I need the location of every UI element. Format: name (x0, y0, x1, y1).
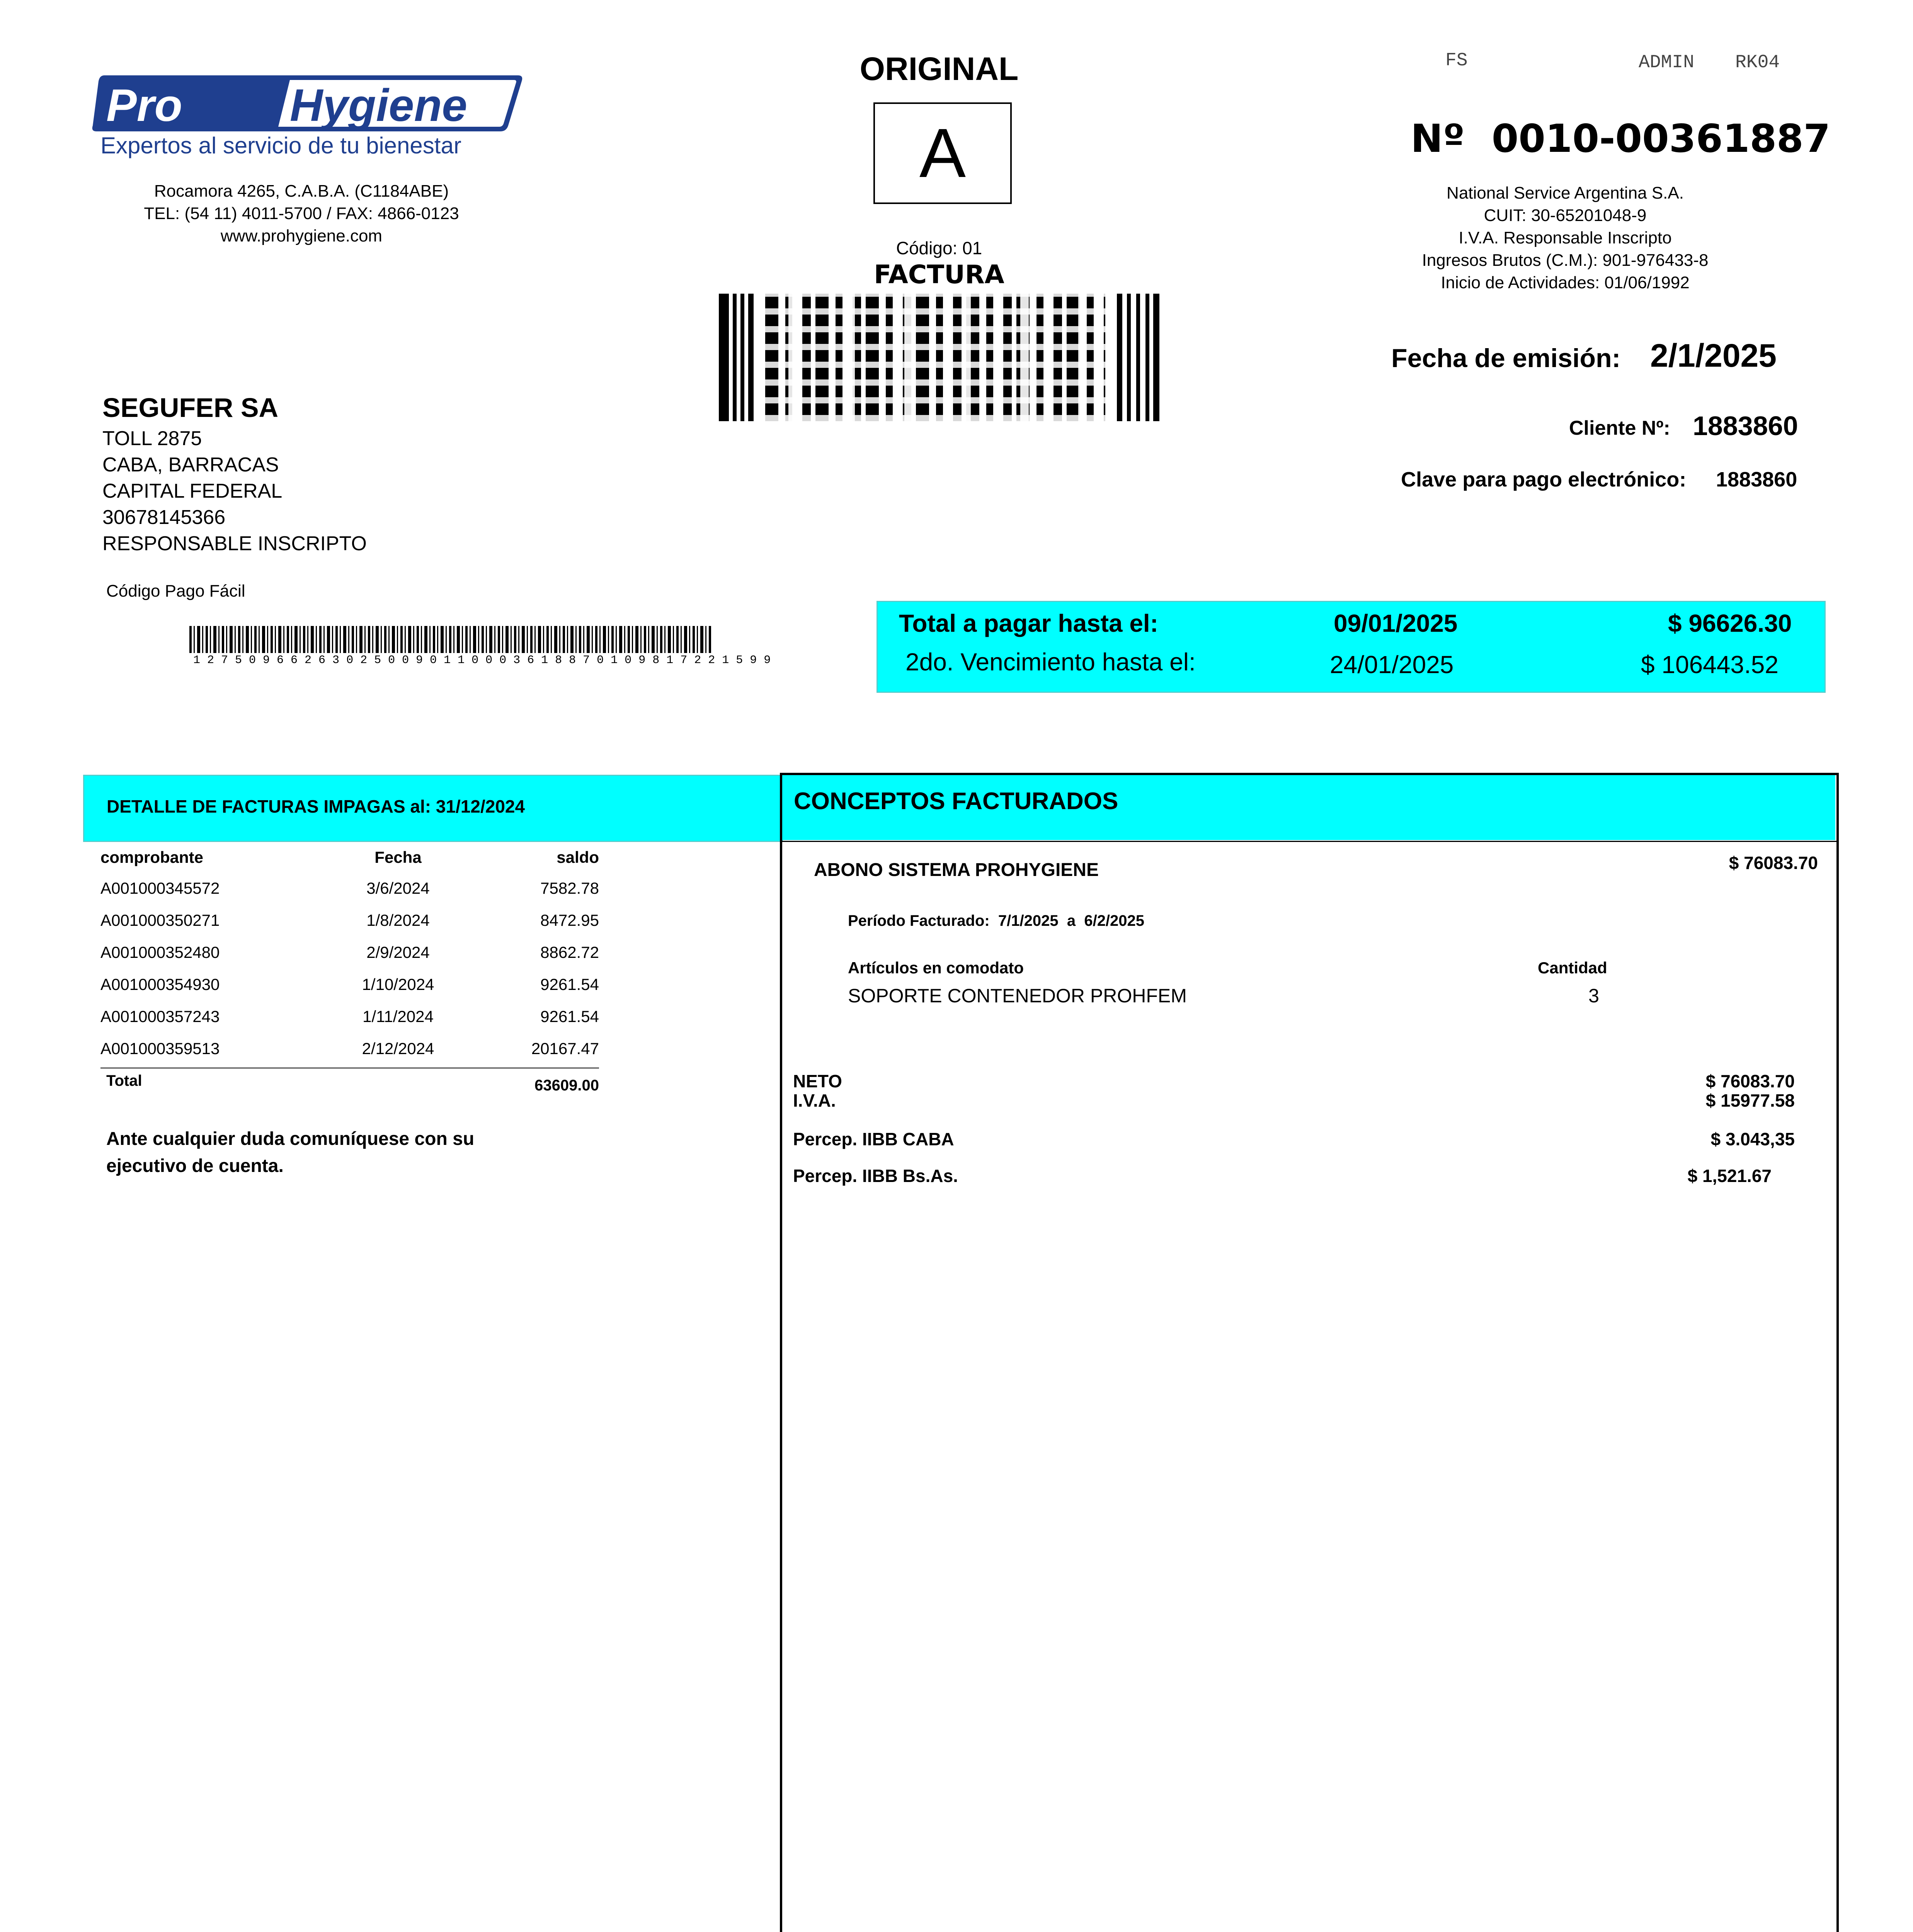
fecha-cell: 1/10/2024 (362, 975, 434, 993)
customer-street: TOLL 2875 (102, 427, 202, 450)
unpaid-total-label: Total (106, 1072, 142, 1089)
epay-key: 1883860 (1716, 468, 1797, 491)
fecha-cell: 3/6/2024 (366, 879, 430, 897)
customer-province: CAPITAL FEDERAL (102, 480, 283, 502)
issue-date: 2/1/2025 (1650, 337, 1777, 374)
concepts-header (782, 775, 1835, 840)
issuer-iibb: Ingresos Brutos (C.M.): 901-976433-8 (1422, 251, 1709, 270)
contact-note-line1: Ante cualquier duda comuníquese con su (106, 1129, 475, 1149)
neto-label: NETO (793, 1071, 842, 1091)
svg-text:Hygiene: Hygiene (290, 80, 468, 131)
saldo-cell: 7582.78 (540, 879, 599, 897)
company-phone: TEL: (54 11) 4011-5700 / FAX: 4866-0123 (144, 204, 459, 223)
comprobante-cell: A001000345572 (100, 879, 220, 897)
customer-tax-status: RESPONSABLE INSCRIPTO (102, 532, 367, 555)
payment-box (877, 601, 1826, 693)
concepts-title: CONCEPTOS FACTURADOS (794, 788, 1118, 815)
article-quantity: 3 (1588, 985, 1599, 1007)
due2-label: 2do. Vencimiento hasta el: (905, 648, 1196, 676)
due2-amount: $ 106443.52 (1641, 651, 1779, 679)
code-admin: ADMIN (1639, 52, 1695, 73)
customer-name: SEGUFER SA (102, 393, 279, 423)
neto-value: $ 76083.70 (1705, 1071, 1795, 1091)
table-row (100, 879, 599, 902)
document-type: FACTURA (874, 260, 1004, 289)
issuer-name: National Service Argentina S.A. (1447, 184, 1684, 202)
perc-ba-value: $ 1,521.67 (1687, 1166, 1772, 1186)
client-number-label: Cliente Nº: (1569, 417, 1670, 439)
pago-facil-digits: 1 2 7 5 0 9 6 6 2 6 3 0 2 5 0 0 9 0 1 1 0 0 0 3 6 1 8 8 7 0 1 0 9 8 1 7 2 2 1 5 9 9 (193, 654, 771, 667)
company-website: www.prohygiene.com (220, 226, 383, 245)
concepts-header-divider (782, 841, 1836, 842)
col-header-fecha: Fecha (374, 848, 422, 866)
article-name: SOPORTE CONTENEDOR PROHFEM (848, 985, 1187, 1007)
table-row (100, 911, 599, 934)
saldo-cell: 8862.72 (540, 943, 599, 961)
issue-date-label: Fecha de emisión: (1391, 344, 1621, 373)
comprobante-cell: A001000354930 (100, 975, 220, 993)
code-rk: RK04 (1735, 52, 1780, 73)
table-row (100, 975, 599, 998)
comprobante-cell: A001000350271 (100, 911, 220, 929)
customer-district: CABA, BARRACAS (102, 454, 279, 476)
company-address: Rocamora 4265, C.A.B.A. (C1184ABE) (154, 182, 449, 201)
pago-facil-label: Código Pago Fácil (106, 582, 245, 600)
issuer-cuit: CUIT: 30-65201048-9 (1484, 206, 1647, 225)
concepts-box (780, 773, 1839, 1932)
fecha-cell: 1/8/2024 (366, 911, 430, 929)
saldo-cell: 9261.54 (540, 1007, 599, 1026)
invoice-number: Nº 0010-00361887 (1411, 116, 1831, 161)
saldo-cell: 20167.47 (531, 1039, 599, 1058)
pdf417-barcode (719, 294, 1159, 421)
invoice-letter-box (873, 102, 1012, 204)
comprobante-cell: A001000357243 (100, 1007, 220, 1026)
document-code: Código: 01 (896, 238, 982, 258)
company-logo (89, 71, 526, 160)
svg-text:Expertos al servicio de tu bie: Expertos al servicio de tu bienestar (100, 133, 461, 158)
unpaid-header (83, 775, 783, 842)
customer-cuit: 30678145366 (102, 506, 226, 529)
articles-label: Artículos en comodato (848, 959, 1024, 977)
fecha-cell: 2/12/2024 (362, 1039, 434, 1058)
perc-caba-value: $ 3.043,35 (1710, 1129, 1795, 1149)
code-fs: FS (1445, 50, 1468, 71)
comprobante-cell: A001000359513 (100, 1039, 220, 1058)
saldo-cell: 8472.95 (540, 911, 599, 929)
saldo-cell: 9261.54 (540, 975, 599, 993)
billing-period: Período Facturado: 7/1/2025 a 6/2/2025 (848, 912, 1145, 929)
contact-note-line2: ejecutivo de cuenta. (106, 1156, 284, 1176)
fecha-cell: 1/11/2024 (363, 1007, 434, 1026)
due1-amount: $ 96626.30 (1668, 609, 1792, 637)
issuer-iva: I.V.A. Responsable Inscripto (1459, 228, 1672, 247)
item-amount: $ 76083.70 (1729, 853, 1818, 873)
due1-label: Total a pagar hasta el: (899, 609, 1158, 637)
pago-facil-barcode (189, 626, 711, 653)
table-row (100, 943, 599, 966)
copy-type: ORIGINAL (859, 51, 1019, 87)
issuer-start: Inicio de Actividades: 01/06/1992 (1441, 273, 1690, 292)
perc-caba-label: Percep. IIBB CABA (793, 1129, 954, 1149)
due2-date: 24/01/2025 (1330, 651, 1454, 679)
invoice-letter: A (919, 114, 966, 192)
col-header-saldo: saldo (557, 848, 599, 866)
client-number: 1883860 (1693, 411, 1798, 441)
quantity-label: Cantidad (1538, 959, 1607, 977)
iva-value: $ 15977.58 (1705, 1090, 1795, 1111)
perc-ba-label: Percep. IIBB Bs.As. (793, 1166, 958, 1186)
unpaid-title: DETALLE DE FACTURAS IMPAGAS al: 31/12/2024 (107, 796, 525, 816)
iva-label: I.V.A. (793, 1090, 836, 1111)
col-header-comprobante: comprobante (100, 848, 204, 866)
unpaid-total-value: 63609.00 (534, 1077, 599, 1094)
item-name: ABONO SISTEMA PROHYGIENE (814, 860, 1099, 880)
epay-key-label: Clave para pago electrónico: (1401, 468, 1687, 491)
svg-text:Pro: Pro (106, 80, 182, 131)
comprobante-cell: A001000352480 (100, 943, 220, 961)
fecha-cell: 2/9/2024 (366, 943, 430, 961)
table-row (100, 1039, 599, 1063)
due1-date: 09/01/2025 (1334, 609, 1458, 637)
table-row (100, 1007, 599, 1031)
